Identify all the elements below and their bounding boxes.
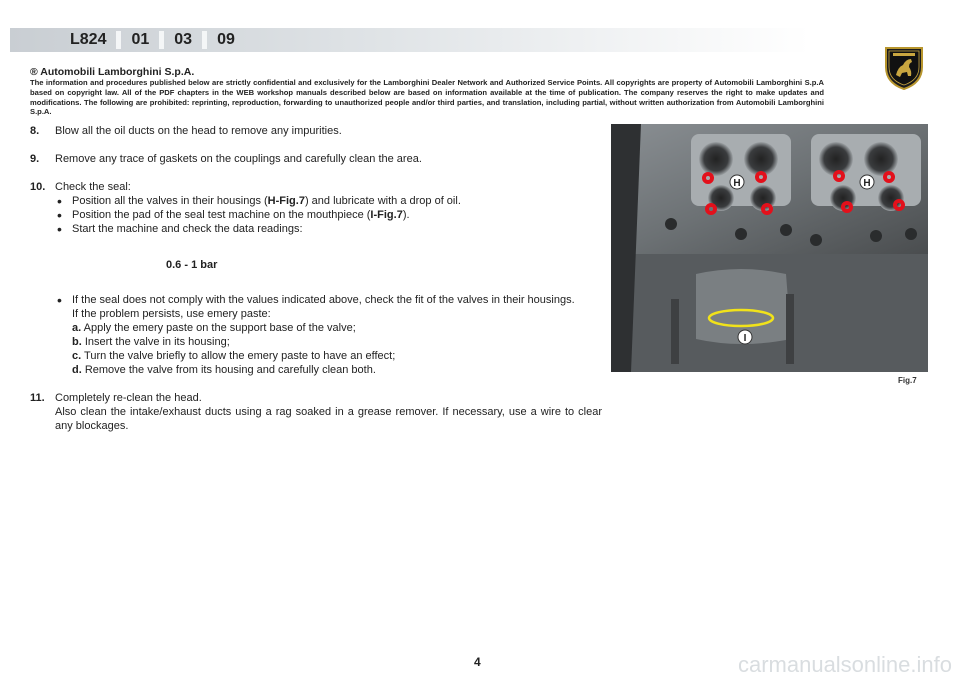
step-8 bbox=[30, 124, 602, 138]
substep-d: d. Remove the valve from its housing and carefully clean both. bbox=[72, 364, 376, 376]
watermark: carmanualsonline.info bbox=[737, 652, 952, 677]
code-separator bbox=[202, 31, 207, 49]
figure-caption: Fig.7 bbox=[898, 376, 917, 385]
lamborghini-logo bbox=[884, 45, 924, 91]
code-model: L824 bbox=[70, 31, 107, 48]
label-h-right: H bbox=[863, 178, 871, 189]
section-codes bbox=[70, 31, 235, 49]
substep-c: c. Turn the valve briefly to allow the emery paste to have an effect; bbox=[72, 350, 396, 362]
step-text: Remove any trace of gaskets on the couplings and carefully clean the area. bbox=[55, 153, 422, 165]
figure-ref-h: H-Fig.7 bbox=[267, 195, 305, 207]
code-subgroup: 03 bbox=[174, 31, 193, 48]
bullet-item: • Start the machine and check the data readings: bbox=[57, 221, 303, 237]
bullet-list bbox=[55, 293, 602, 377]
step-number: 11. bbox=[30, 392, 45, 404]
bullet-icon: • bbox=[57, 207, 62, 223]
code-separator bbox=[116, 31, 121, 49]
code-page: 09 bbox=[217, 31, 235, 48]
step-9 bbox=[30, 152, 602, 166]
procedure-steps bbox=[30, 124, 602, 433]
seal-value: 0.6 - 1 bar bbox=[166, 259, 218, 271]
step-11: 11. Completely re-clean the head. Also clean the intake/exhaust ducts using a rag soaked in a grease remover. If necessary, use a wire to clear any blockages. bbox=[30, 392, 602, 432]
code-separator bbox=[159, 31, 164, 49]
step-number: 9. bbox=[30, 153, 40, 165]
step-number: 8. bbox=[30, 125, 40, 137]
substep-b: b. Insert the valve in its housing; bbox=[72, 336, 230, 348]
bullet-item: • Position all the valves in their housings (H-Fig.7) and lubricate with a drop of oil. bbox=[57, 193, 461, 209]
step-text: Check the seal: bbox=[55, 181, 131, 193]
bullet-item: • Position the pad of the seal test machine on the mouthpiece (I-Fig.7). bbox=[57, 207, 410, 223]
copyright-title: ® Automobili Lamborghini S.p.A. bbox=[30, 66, 195, 78]
step-number: 10. bbox=[30, 181, 46, 193]
page-number: 4 bbox=[474, 655, 481, 669]
copyright-text: The information and procedures published below are strictly confidential and exclusively for the Lamborghini Dealer Network and Authorized Service Points. All copyrights are property of Automobili Lamborghini S.p.A based on copyright law. All of the PDF chapters in the WEB workshop manuals described below are based on information available at the time of publication. The company reserves the right to make updates and modifications. The following are prohibited: reprinting, reproduction, forwarding to unauthorized people and/or third parties, and translation, including partial, without written authorization from Automobili Lamborghini S.p.A. bbox=[30, 78, 824, 117]
bullet-list bbox=[55, 194, 602, 236]
label-i: I bbox=[743, 333, 747, 344]
substep-a: a. Apply the emery paste on the support base of the valve; bbox=[72, 322, 356, 334]
cylinder-head-photo bbox=[611, 124, 928, 372]
bullet-icon: • bbox=[57, 193, 62, 209]
label-h-left: H bbox=[733, 178, 741, 189]
bullet-icon: • bbox=[57, 221, 62, 237]
copyright-notice bbox=[30, 66, 824, 117]
step-text: Blow all the oil ducts on the head to remove any impurities. bbox=[55, 125, 342, 137]
code-group: 01 bbox=[131, 31, 150, 48]
figure-ref-i: I-Fig.7 bbox=[370, 209, 403, 221]
step-10 bbox=[30, 180, 602, 377]
bullet-icon: • bbox=[57, 292, 62, 308]
bullet-item: • If the seal does not comply with the values indicated above, check the fit of the valves in their housings. If the problem persists, use emery paste: a. Apply the emery paste on the support base of the valve; b. Insert the valve in its housing; c. Turn the valve briefly to allow the emery paste to have an effect; d. Remove the valve from its housing and carefully clean both. bbox=[55, 293, 602, 377]
